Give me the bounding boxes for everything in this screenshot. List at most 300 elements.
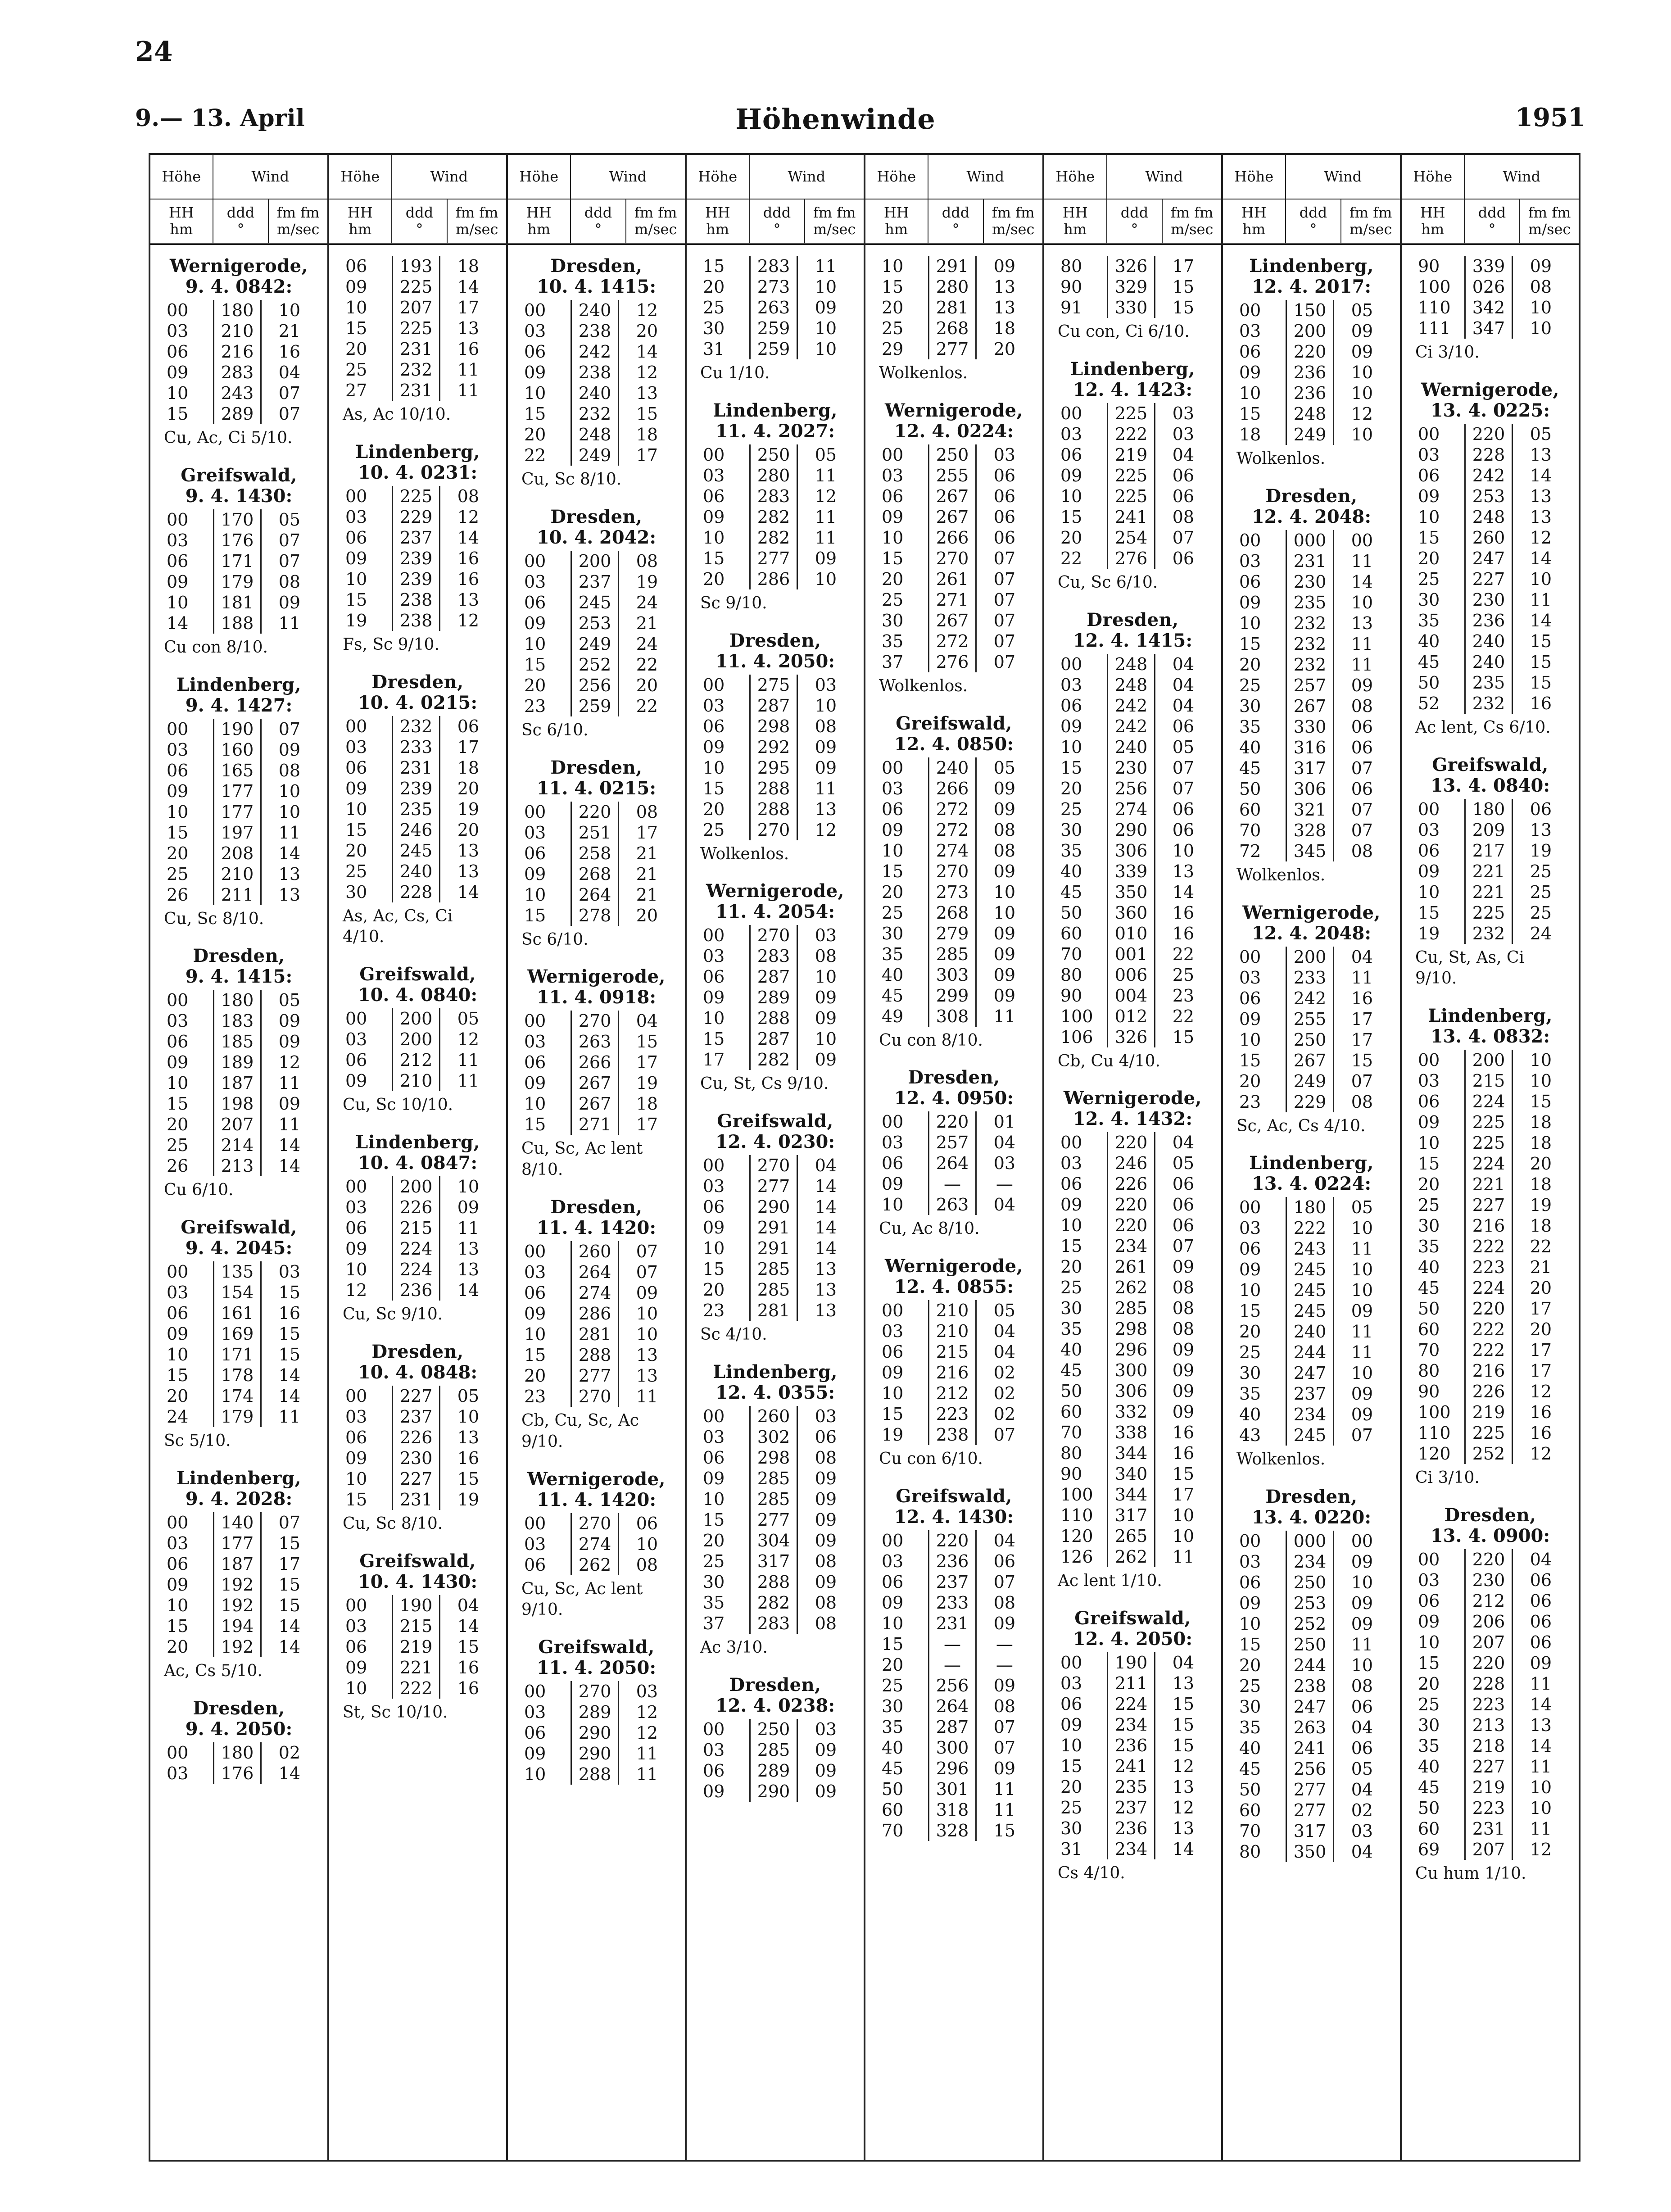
table-row	[875, 465, 1032, 486]
height-cell: 00	[167, 1742, 189, 1763]
table-column	[508, 155, 687, 2160]
height-cell: 20	[167, 1636, 189, 1657]
direction-cell: 249	[571, 445, 619, 466]
direction-cell: 198	[214, 1093, 261, 1114]
observation-table	[160, 1742, 317, 1784]
direction-cell: 272	[929, 799, 976, 820]
height-cell: 10	[345, 799, 367, 819]
table-row	[160, 1114, 317, 1135]
header-hoehe: Höhe	[687, 155, 750, 199]
height-cell: 26	[167, 1156, 189, 1176]
table-row	[1054, 902, 1211, 923]
table-row	[1054, 675, 1211, 695]
station-name: Lindenberg,	[355, 1131, 480, 1153]
table-row	[697, 1468, 854, 1489]
direction-cell: 222	[1465, 1340, 1513, 1360]
header-row-bottom	[687, 199, 864, 243]
height-cell: 06	[1418, 840, 1440, 861]
table-row	[518, 1743, 675, 1764]
speed-cell: 14	[278, 843, 301, 863]
height-cell: 03	[167, 1533, 189, 1553]
direction-cell: 291	[929, 256, 976, 276]
direction-cell: 290	[1108, 820, 1155, 840]
speed-cell: 04	[1172, 654, 1195, 674]
direction-cell: 238	[393, 610, 440, 631]
cloud-observation: As, Ac, Cs, Ci 4/10.	[343, 907, 453, 947]
direction-cell: 226	[393, 1197, 440, 1218]
table-row	[1054, 444, 1211, 465]
speed-cell: 22	[636, 696, 658, 716]
cloud-observation: Sc 5/10.	[164, 1432, 231, 1450]
page-title: Höhenwinde	[735, 103, 936, 136]
speed-cell: 06	[457, 716, 480, 736]
table-row	[1233, 1259, 1390, 1280]
speed-cell: 03	[815, 925, 837, 946]
speed-cell: 09	[993, 799, 1016, 819]
direction-cell: 215	[929, 1342, 976, 1362]
height-cell: 70	[882, 1820, 904, 1840]
table-row	[160, 864, 317, 884]
table-row	[160, 613, 317, 634]
table-row	[518, 1345, 675, 1365]
table-row	[697, 716, 854, 737]
speed-cell: 24	[636, 592, 658, 612]
station-block	[1054, 359, 1211, 594]
direction-cell: 247	[1465, 548, 1513, 569]
direction-cell: 267	[929, 610, 976, 631]
table-row	[160, 884, 317, 905]
speed-cell: 07	[993, 589, 1016, 610]
direction-cell: 332	[1108, 1401, 1155, 1422]
speed-cell: 22	[636, 654, 658, 675]
header-deg: °	[416, 220, 423, 238]
speed-cell: 04	[1172, 675, 1195, 695]
height-cell: 10	[167, 802, 189, 822]
table-row	[875, 1634, 1032, 1654]
cloud-observation: Wolkenlos.	[879, 676, 968, 695]
station-name: Dresden,	[193, 1697, 285, 1719]
column-header	[1223, 155, 1400, 245]
height-cell: 06	[167, 551, 189, 571]
direction-cell: 224	[1465, 1278, 1513, 1298]
table-row	[1054, 1756, 1211, 1777]
table-row	[1412, 507, 1569, 527]
header-speed	[269, 199, 327, 243]
direction-cell: 237	[929, 1572, 976, 1592]
height-cell: 20	[1239, 1322, 1261, 1342]
height-cell: 19	[882, 1425, 904, 1445]
station-block	[1233, 1487, 1390, 1862]
speed-cell: 12	[1351, 404, 1373, 424]
direction-cell: 190	[1108, 1652, 1155, 1673]
height-cell: 09	[882, 1174, 904, 1194]
height-cell: 06	[1060, 1694, 1082, 1714]
height-cell: 40	[1060, 1340, 1082, 1360]
header-ff: fm fm	[1170, 204, 1214, 221]
speed-cell: 11	[636, 1764, 658, 1785]
station-block	[697, 256, 854, 384]
height-cell: 91	[1060, 298, 1082, 317]
table-row	[518, 403, 675, 424]
height-cell: 10	[882, 256, 904, 276]
table-row	[1412, 882, 1569, 902]
direction-cell: 260	[571, 1241, 619, 1262]
header-ddd: ddd	[1120, 204, 1149, 221]
height-cell: 03	[703, 1740, 725, 1760]
header-ms: m/sec	[1528, 220, 1571, 238]
direction-cell: 180	[1286, 1197, 1334, 1218]
direction-cell: 219	[1108, 444, 1155, 465]
header-height-unit	[329, 199, 392, 243]
table-row	[160, 571, 317, 592]
direction-cell: 216	[929, 1362, 976, 1383]
table-row	[1054, 1735, 1211, 1756]
height-cell: 09	[703, 1468, 725, 1488]
direction-cell: 270	[750, 925, 797, 946]
speed-cell: 12	[278, 1052, 301, 1073]
table-row	[1233, 613, 1390, 634]
table-row	[875, 799, 1032, 820]
height-cell: 10	[345, 298, 367, 317]
header-direction	[571, 199, 627, 243]
observation-table	[339, 256, 496, 401]
height-cell: 43	[1239, 1425, 1261, 1446]
station-block	[875, 1256, 1032, 1470]
table-row	[339, 1406, 496, 1427]
table-row	[160, 760, 317, 781]
speed-cell: 11	[1172, 1547, 1195, 1567]
direction-cell: 270	[750, 1155, 797, 1176]
cloud-observation: Wolkenlos.	[879, 364, 968, 382]
table-row	[518, 321, 675, 341]
speed-cell: 15	[1172, 277, 1195, 297]
direction-cell: 235	[1108, 1777, 1155, 1797]
table-row	[339, 840, 496, 861]
direction-cell: 257	[929, 1132, 976, 1153]
table-row	[875, 1153, 1032, 1174]
table-row	[518, 634, 675, 654]
speed-cell: 07	[278, 383, 301, 403]
speed-cell: 11	[993, 1800, 1016, 1820]
height-cell: 20	[703, 277, 725, 297]
height-cell: 09	[524, 1303, 546, 1324]
table-row	[697, 1259, 854, 1279]
direction-cell: 283	[750, 946, 797, 966]
speed-cell: 14	[278, 1365, 301, 1386]
height-cell: 90	[1060, 985, 1082, 1006]
speed-cell: 25	[1530, 902, 1552, 923]
speed-cell: 09	[1351, 1301, 1373, 1321]
station-block	[1233, 256, 1390, 470]
direction-cell: 288	[571, 1764, 619, 1785]
table-row	[697, 548, 854, 569]
station-name: Greifswald,	[1432, 754, 1549, 775]
cloud-observation: Cb, Cu, Sc, Ac 9/10.	[521, 1411, 639, 1451]
table-row	[1054, 1236, 1211, 1256]
direction-cell: 220	[1465, 1298, 1513, 1319]
height-cell: 09	[1060, 1715, 1082, 1735]
speed-cell: 12	[636, 1723, 658, 1743]
station-block	[160, 1698, 317, 1784]
height-cell: 03	[345, 737, 367, 757]
height-cell: 69	[1418, 1839, 1440, 1859]
direction-cell: 251	[571, 822, 619, 843]
station-block	[518, 757, 675, 951]
direction-cell: 243	[214, 383, 261, 403]
direction-cell: 263	[571, 1031, 619, 1052]
height-cell: 00	[703, 1406, 725, 1426]
speed-cell: 08	[815, 946, 837, 966]
table-column	[1044, 155, 1223, 2160]
speed-cell: 20	[1530, 1154, 1552, 1174]
height-cell: 10	[1060, 1736, 1082, 1756]
cloud-observation: Ac lent 1/10.	[1058, 1572, 1162, 1591]
direction-cell: 225	[1465, 1112, 1513, 1133]
height-cell: 09	[167, 1324, 189, 1344]
direction-cell: 227	[393, 1386, 440, 1406]
direction-cell: 236	[1286, 383, 1334, 403]
height-cell: 20	[1418, 548, 1440, 568]
table-row	[875, 861, 1032, 882]
table-row	[1054, 1505, 1211, 1526]
speed-cell: 18	[993, 318, 1016, 338]
speed-cell: 10	[815, 1029, 837, 1049]
speed-cell: 08	[815, 1551, 837, 1571]
station-name: Dresden,	[550, 757, 643, 778]
direction-cell: 259	[750, 339, 797, 359]
height-cell: 27	[345, 381, 367, 400]
table-row	[1054, 548, 1211, 569]
speed-cell: 18	[1530, 1112, 1552, 1133]
speed-cell: 19	[1530, 840, 1552, 861]
height-cell: 25	[882, 318, 904, 338]
direction-cell: 218	[1465, 1736, 1513, 1756]
speed-cell: 09	[278, 1032, 301, 1052]
speed-cell: 10	[278, 781, 301, 801]
table-row	[339, 799, 496, 820]
table-row	[1412, 693, 1569, 714]
height-cell: 09	[167, 1574, 189, 1595]
height-cell: 35	[1418, 610, 1440, 630]
table-row	[697, 799, 854, 820]
height-cell: 30	[1060, 1818, 1082, 1839]
station-name: Wernigerode,	[1064, 1088, 1202, 1109]
column-body	[508, 245, 685, 2160]
header-row-top	[508, 155, 685, 199]
direction-cell: 192	[214, 1636, 261, 1657]
table-row	[339, 318, 496, 339]
direction-cell: 274	[571, 1283, 619, 1303]
speed-cell: 13	[457, 1427, 480, 1447]
speed-cell: 13	[1172, 861, 1195, 881]
station-time: 10. 4. 0231:	[358, 462, 478, 483]
height-cell: 06	[1239, 1573, 1261, 1593]
direction-cell: 270	[571, 1513, 619, 1534]
direction-cell: 001	[1108, 944, 1155, 965]
direction-cell: 280	[750, 465, 797, 486]
speed-cell: 12	[1530, 527, 1552, 548]
direction-cell: 222	[1465, 1236, 1513, 1257]
table-row	[875, 944, 1032, 965]
speed-cell: 15	[636, 404, 658, 424]
direction-cell: 290	[571, 1722, 619, 1743]
height-cell: 09	[345, 1071, 367, 1091]
speed-cell: 13	[636, 1345, 658, 1365]
table-row	[339, 1489, 496, 1510]
height-cell: 09	[167, 363, 189, 382]
observation-table	[1054, 1652, 1211, 1859]
direction-cell: 298	[1108, 1319, 1155, 1339]
speed-cell: 11	[457, 381, 480, 400]
table-row	[518, 905, 675, 926]
speed-cell: 13	[993, 298, 1016, 317]
station-block	[518, 1469, 675, 1621]
speed-cell: 11	[1530, 589, 1552, 610]
direction-cell: 234	[1286, 1551, 1334, 1572]
table-row	[1412, 1215, 1569, 1236]
height-cell: 06	[1060, 1174, 1082, 1194]
direction-cell: 273	[750, 276, 797, 297]
header-ff: fm fm	[813, 204, 856, 221]
speed-cell: 09	[815, 1740, 837, 1760]
direction-cell: 304	[750, 1530, 797, 1551]
speed-cell: 10	[1351, 383, 1373, 403]
direction-cell: 161	[214, 1303, 261, 1324]
height-cell: 50	[882, 1779, 904, 1799]
direction-cell: 282	[750, 1049, 797, 1070]
speed-cell: 09	[1351, 1614, 1373, 1634]
speed-cell: 12	[815, 486, 837, 506]
table-row	[875, 1696, 1032, 1717]
direction-cell: 245	[1286, 1280, 1334, 1301]
direction-cell: 222	[393, 1678, 440, 1699]
table-row	[339, 1469, 496, 1489]
direction-cell: 303	[929, 965, 976, 985]
height-cell: 03	[524, 822, 546, 843]
speed-cell: 06	[993, 486, 1016, 506]
station-name: Dresden,	[193, 945, 285, 967]
direction-cell: 256	[1108, 778, 1155, 799]
table-column	[687, 155, 865, 2160]
header-ms: m/sec	[992, 220, 1035, 238]
header-direction	[1107, 199, 1163, 243]
speed-cell: 08	[636, 1555, 658, 1575]
height-cell: 10	[1239, 1614, 1261, 1634]
height-cell: 10	[345, 1259, 367, 1279]
direction-cell: 259	[571, 696, 619, 716]
station-name: Wernigerode,	[885, 399, 1023, 421]
height-cell: 00	[167, 990, 189, 1011]
speed-cell: 06	[993, 1551, 1016, 1571]
table-row	[1412, 1133, 1569, 1153]
speed-cell: 15	[278, 1574, 301, 1595]
speed-cell: 15	[1172, 1736, 1195, 1756]
direction-cell: 225	[393, 486, 440, 507]
station-block	[697, 400, 854, 614]
height-cell: 00	[1060, 654, 1082, 674]
height-cell: 20	[524, 1365, 546, 1386]
direction-cell: 277	[1286, 1800, 1334, 1821]
height-cell: 20	[167, 1115, 189, 1135]
table-row	[1412, 1340, 1569, 1360]
station-time: 11. 4. 1420:	[536, 1217, 657, 1238]
height-cell: 06	[524, 843, 546, 863]
table-row	[1412, 1070, 1569, 1091]
height-cell: 03	[524, 1534, 546, 1554]
height-cell: 45	[1060, 1360, 1082, 1381]
height-cell: 03	[1060, 1673, 1082, 1694]
height-cell: 00	[882, 1530, 904, 1550]
direction-cell: 247	[1286, 1696, 1334, 1717]
height-cell: 30	[1060, 1298, 1082, 1319]
speed-cell: 11	[278, 1407, 301, 1427]
table-row	[697, 1719, 854, 1740]
direction-cell: 317	[1286, 758, 1334, 779]
header-ddd: ddd	[1478, 204, 1506, 221]
height-cell: 20	[345, 339, 367, 359]
speed-cell: 14	[457, 277, 480, 297]
direction-cell: 244	[1286, 1655, 1334, 1676]
height-cell: 30	[882, 1696, 904, 1716]
height-cell: 12	[345, 1280, 367, 1300]
speed-cell: 16	[457, 569, 480, 589]
table-row	[1412, 840, 1569, 861]
height-cell: 03	[1060, 424, 1082, 444]
speed-cell: 09	[278, 1011, 301, 1031]
height-cell: 35	[882, 1717, 904, 1737]
speed-cell: 15	[1172, 298, 1195, 317]
height-cell: 80	[1060, 256, 1082, 276]
table-row	[1233, 1092, 1390, 1112]
direction-cell: 243	[1286, 1238, 1334, 1259]
height-cell: 40	[1418, 1257, 1440, 1278]
speed-cell: 08	[815, 1613, 837, 1633]
table-row	[875, 1717, 1032, 1737]
direction-cell: 339	[1465, 256, 1513, 276]
direction-cell: 187	[214, 1073, 261, 1093]
table-row	[160, 1344, 317, 1365]
table-row	[1233, 362, 1390, 383]
height-cell: 09	[703, 1218, 725, 1238]
speed-cell: 21	[1530, 1257, 1552, 1278]
direction-cell: 232	[571, 403, 619, 424]
direction-cell: 235	[393, 799, 440, 820]
direction-cell: 210	[929, 1300, 976, 1321]
height-cell: 10	[1060, 737, 1082, 757]
direction-cell: 012	[1108, 1006, 1155, 1027]
header-row-bottom	[150, 199, 327, 243]
table-row	[160, 403, 317, 424]
height-cell: 06	[703, 967, 725, 987]
direction-cell: 245	[1286, 1301, 1334, 1321]
observation-table	[697, 1406, 854, 1634]
table-row	[1412, 1319, 1569, 1340]
table-row	[697, 820, 854, 840]
height-cell: 20	[1239, 1655, 1261, 1676]
header-wind: Wind	[1145, 168, 1183, 186]
direction-cell: 250	[929, 444, 976, 465]
height-cell: 10	[1418, 1133, 1440, 1153]
speed-cell: 04	[457, 1595, 480, 1615]
height-cell: 10	[1239, 613, 1261, 633]
speed-cell: 13	[1530, 444, 1552, 465]
station-block	[1233, 1153, 1390, 1470]
height-cell: 03	[882, 778, 904, 798]
height-cell: 06	[345, 1050, 367, 1070]
table-row	[518, 1241, 675, 1262]
speed-cell: 04	[993, 1342, 1016, 1362]
station-block	[1412, 380, 1569, 739]
